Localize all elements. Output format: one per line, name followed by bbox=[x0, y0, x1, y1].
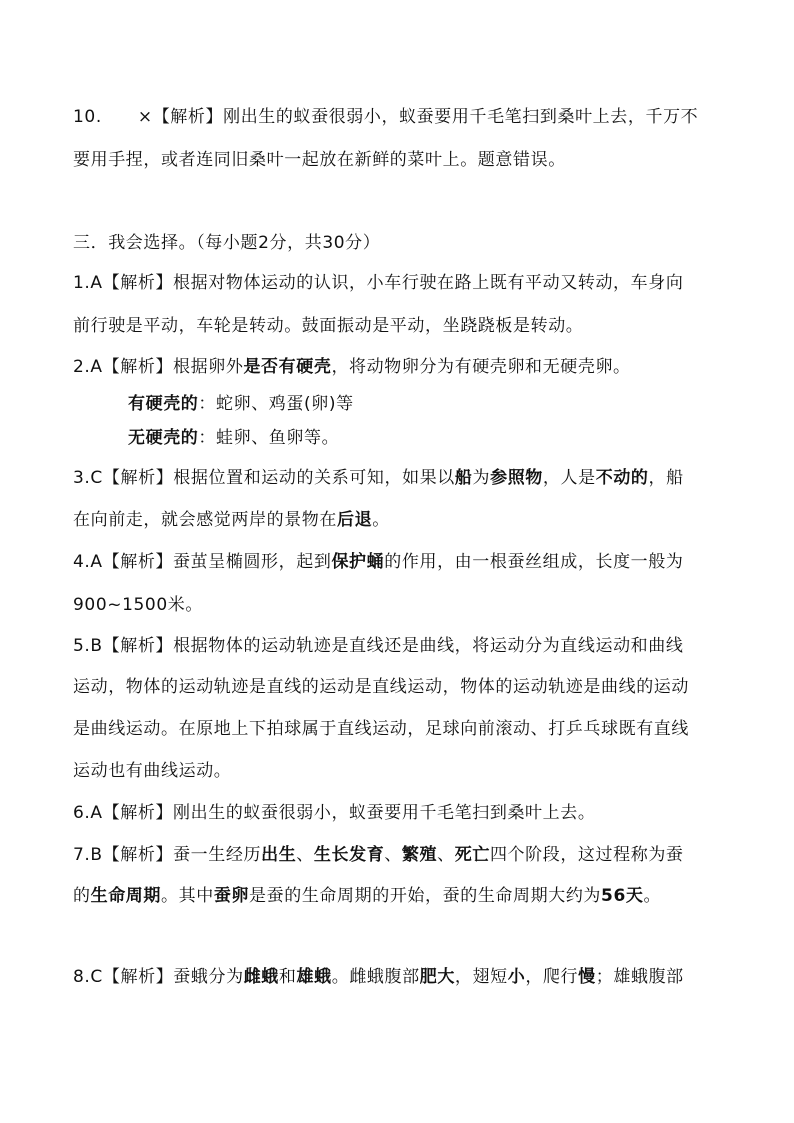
answer-2-soft-shell: 无硬壳的：蛙卵、鱼卵等。 bbox=[128, 428, 340, 448]
q10-number: 10. bbox=[73, 107, 102, 127]
answer-3-line-2: 在向前走，就会感觉两岸的景物在后退。 bbox=[73, 510, 390, 530]
answer-7-line-2: 的生命周期。其中蚕卵是蚕的生命周期的开始，蚕的生命周期大约为56天。 bbox=[73, 886, 662, 906]
answer-8-line-1: 8.C【解析】蚕蛾分为雌蛾和雄蛾。雌蛾腹部肥大，翅短小，爬行慢；雄蛾腹部 bbox=[73, 967, 684, 987]
answer-2-line-1: 2.A【解析】根据卵外是否有硬壳，将动物卵分为有硬壳卵和无硬壳卵。 bbox=[73, 357, 631, 377]
emphasis: 是否有硬壳 bbox=[243, 357, 332, 377]
q10-line-1: 10. ×【解析】刚出生的蚁蚕很弱小，蚁蚕要用千毛笔扫到桑叶上去，千万不 bbox=[73, 107, 699, 127]
answer-6-line-1: 6.A【解析】刚出生的蚁蚕很弱小，蚁蚕要用千毛笔扫到桑叶上去。 bbox=[73, 803, 596, 823]
answer-5-line-2: 运动，物体的运动轨迹是直线的运动是直线运动，物体的运动轨迹是曲线的运动 bbox=[73, 677, 689, 697]
section-title: 三．我会选择。（每小题2分，共30分） bbox=[73, 233, 381, 253]
answer-4-line-2: 900~1500米。 bbox=[73, 595, 203, 615]
answer-5-line-3: 是曲线运动。在原地上下拍球属于直线运动，足球向前滚动、打乒乓球既有直线 bbox=[73, 719, 689, 739]
q10-line-2: 要用手捏，或者连同旧桑叶一起放在新鲜的菜叶上。题意错误。 bbox=[73, 150, 566, 170]
answer-7-line-1: 7.B【解析】蚕一生经历出生、生长发育、繁殖、死亡四个阶段，这过程称为蚕 bbox=[73, 845, 684, 865]
answer-2-hard-shell: 有硬壳的：蛇卵、鸡蛋(卵)等 bbox=[128, 394, 354, 414]
answer-3-line-1: 3.C【解析】根据位置和运动的关系可知，如果以船为参照物，人是不动的，船 bbox=[73, 468, 684, 488]
answer-1-line-1: 1.A【解析】根据对物体运动的认识，小车行驶在路上既有平动又转动，车身向 bbox=[73, 273, 684, 293]
answer-5-line-4: 运动也有曲线运动。 bbox=[73, 761, 232, 781]
answer-1-line-2: 前行驶是平动，车轮是转动。鼓面振动是平动，坐跷跷板是转动。 bbox=[73, 316, 584, 336]
answer-4-line-1: 4.A【解析】蚕茧呈椭圆形，起到保护蛹的作用，由一根蚕丝组成，长度一般为 bbox=[73, 552, 684, 572]
answer-5-line-1: 5.B【解析】根据物体的运动轨迹是直线还是曲线，将运动分为直线运动和曲线 bbox=[73, 636, 684, 656]
